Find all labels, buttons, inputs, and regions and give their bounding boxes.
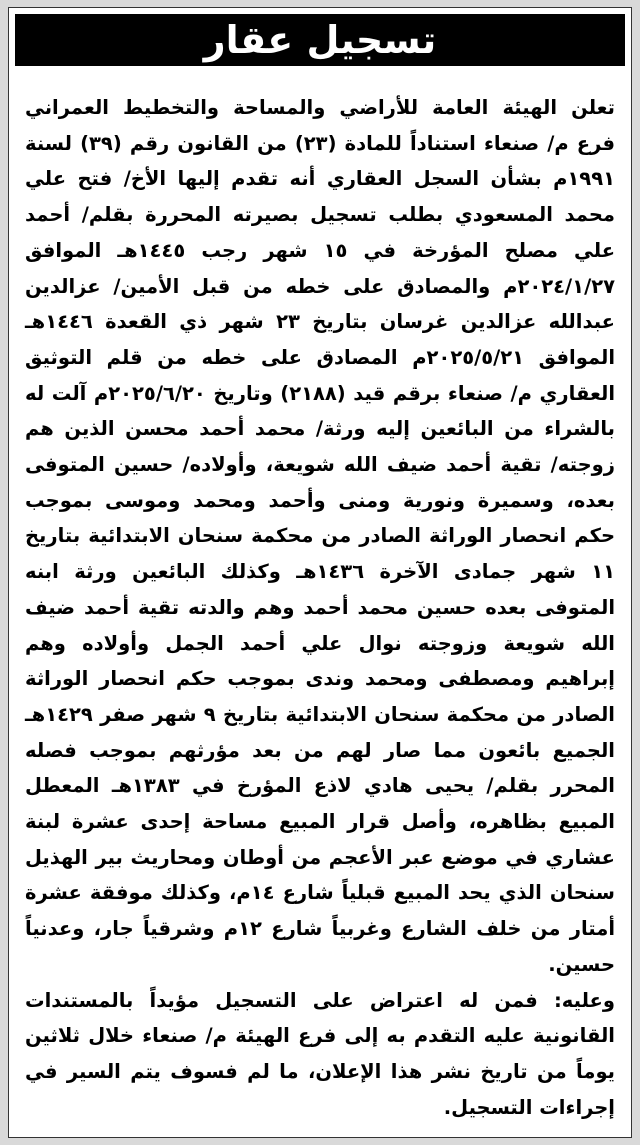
notice-paragraph-objection: وعليه: فمن له اعتراض على التسجيل مؤيداً بالمستندات القانونية عليه التقدم به إلى فرع الهيئة م/ صنعاء خلال ثلاثين يوماً من تاريخ نشر هذا الإعلان، ما لم فسوف يتم السير في إجراءات التسجيل. [25,988,615,1119]
notice-body [25,90,615,1125]
notice-title: تسجيل عقار [15,14,625,66]
property-registration-notice [8,7,632,1138]
notice-paragraph-main: تعلن الهيئة العامة للأراضي والمساحة والتخطيط العمراني فرع م/ صنعاء استناداً للمادة (٢٣) من القانون رقم (٣٩) لسنة ١٩٩١م بشأن السجل العقاري أنه تقدم إليها الأخ/ فتح علي محمد المسعودي بطلب تسجيل بصيرته المحررة بقلم/ أحمد علي مصلح المؤرخة في ١٥ شهر رجب ١٤٤٥هـ الموافق ٢٠٢٤/١/٢٧م والمصادق على خطه من قبل الأمين/ عزالدين عبدالله عزالدين غرسان بتاريخ ٢٣ شهر ذي القعدة ١٤٤٦هـ الموافق ٢٠٢٥/٥/٢١م المصادق على خطه من قلم التوثيق العقاري م/ صنعاء برقم قيد (٢١٨٨) وتاريخ ٢٠٢٥/٦/٢٠م آلت له بالشراء من البائعين إليه ورثة/ محمد أحمد محسن الذين هم زوجته/ تقية أحمد ضيف الله شويعة، وأولاده/ حسين المتوفى بعده، وسميرة ونورية ومنى وأحمد ومحمد وموسى بموجب حكم انحصار الوراثة الصادر من محكمة سنحان الابتدائية بتاريخ ١١ شهر جمادى الآخرة ١٤٣٦هـ وكذلك البائعين ورثة ابنه المتوفى بعده حسين محمد أحمد وهم والدته تقية أحمد ضيف الله شويعة وزوجته نوال علي أحمد الجمل وأولاده وهم إبراهيم ومصطفى ومحمد وندى بموجب حكم انحصار الوراثة الصادر من محكمة سنحان الابتدائية بتاريخ ٩ شهر صفر ١٤٢٩هـ الجميع بائعون مما صار لهم من بعد مؤرثهم بموجب فصله المحرر بقلم/ يحيى هادي لاذع المؤرخ في ١٣٨٣هـ المعطل المبيع بظاهره، وأصل قرار المبيع مساحة إحدى عشرة لبنة عشاري في موضع عبر الأعجم من أوطان ومحاريث بير الهذيل سنحان الذي يحد المبيع قبلياً شارع ١٤م، وكذلك موفقة عشرة أمتار من خلف الشارع وغربياً شارع ١٢م وشرقياً جار، وعدنياً حسين. [25,96,616,976]
